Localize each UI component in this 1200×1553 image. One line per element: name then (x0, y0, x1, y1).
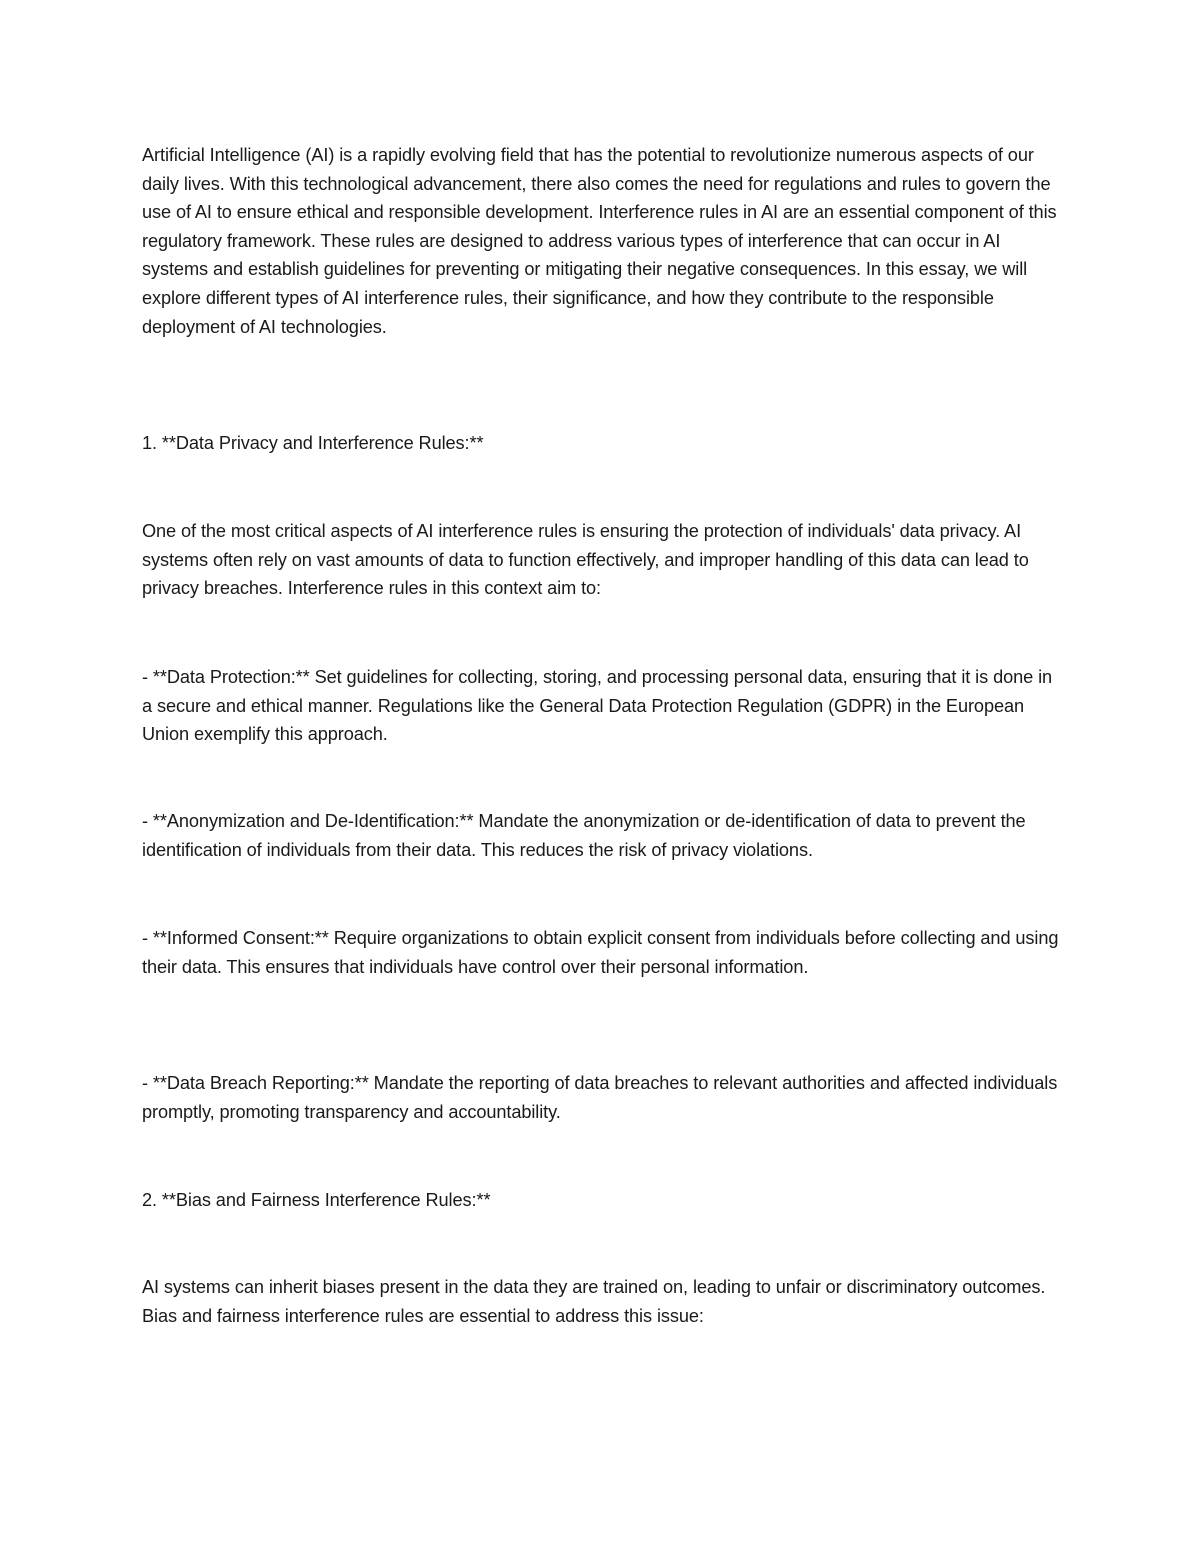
intro-paragraph: Artificial Intelligence (AI) is a rapidly evolving field that has the potential to revolutionize numerous aspects of our daily lives. With this technological advancement, there also comes the need for regulations and rules to govern the use of AI to ensure ethical and responsible development. Interference rules in AI are an essential component of this regulatory framework. These rules are designed to address various types of interference that can occur in AI systems and establish guidelines for preventing or mitigating their negative consequences. In this essay, we will explore different types of AI interference rules, their significance, and how they contribute to the responsible deployment of AI technologies. (142, 145, 1062, 337)
bullet-informed-consent: - **Informed Consent:** Require organizations to obtain explicit consent from individuals before collecting and using their data. This ensures that individuals have control over their personal information. (142, 928, 1064, 977)
section-2-heading: 2. **Bias and Fairness Interference Rules:** (142, 1190, 491, 1210)
bullet-breach-reporting: - **Data Breach Reporting:** Mandate the reporting of data breaches to relevant authorities and affected individuals promptly, promoting transparency and accountability. (142, 1073, 1063, 1122)
section-2-intro-paragraph: AI systems can inherit biases present in the data they are trained on, leading to unfair or discriminatory outcomes. Bias and fairness interference rules are essential to address this issue: (142, 1277, 1051, 1326)
bullet-anonymization: - **Anonymization and De-Identification:** Mandate the anonymization or de-identification of data to prevent the identification of individuals from their data. This reduces the risk of privacy violations. (142, 811, 1031, 860)
bullet-data-protection: - **Data Protection:** Set guidelines for collecting, storing, and processing personal data, ensuring that it is done in a secure and ethical manner. Regulations like the General Data Protection Regulation (GDPR) in the European Union exemplify this approach. (142, 667, 1057, 745)
section-1-heading: 1. **Data Privacy and Interference Rules:** (142, 433, 484, 453)
section-1-intro-paragraph: One of the most critical aspects of AI interference rules is ensuring the protection of individuals' data privacy. AI systems often rely on vast amounts of data to function effectively, and improper handling of this data can lead to privacy breaches. Interference rules in this context aim to: (142, 521, 1034, 599)
